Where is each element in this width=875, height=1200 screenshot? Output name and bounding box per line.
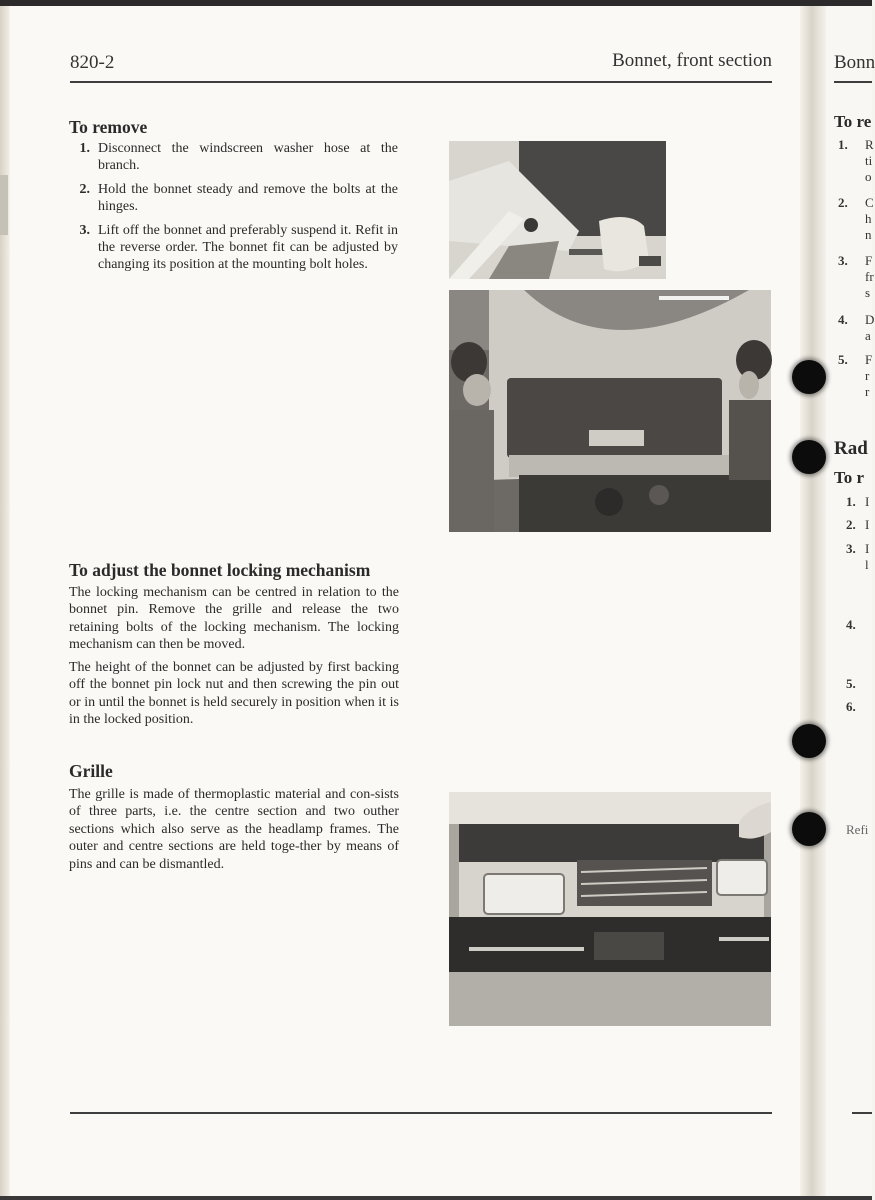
heading-to-remove: To remove [69, 117, 148, 137]
facing-heading-to-remove: To r [834, 468, 865, 487]
binder-hole [792, 724, 826, 758]
facing-running-head: Bonn [834, 52, 875, 73]
facing-step-number: 2. [838, 195, 848, 210]
step-text: Disconnect the windscreen washer hose at the branch. [98, 141, 398, 173]
page-number: 820-2 [70, 52, 115, 73]
binder-hole [792, 440, 826, 474]
facing-text-fragment: r [865, 384, 870, 399]
facing-text-fragment: D [865, 312, 875, 327]
binding-gutter [800, 6, 826, 1196]
scan-bottom-edge [0, 1196, 872, 1200]
facing-text-fragment: o [865, 169, 872, 184]
facing-step-number: 6. [846, 699, 856, 714]
facing-text-fragment: C [865, 195, 874, 210]
facing-text-fragment: a [865, 328, 871, 343]
facing-text-fragment: l [865, 557, 869, 572]
binder-hole [792, 360, 826, 394]
facing-text-fragment: R [865, 137, 874, 152]
photo-grille [449, 792, 771, 1026]
facing-heading-radiator: Rad [834, 438, 868, 459]
facing-footer-rule [852, 1112, 872, 1114]
facing-step-number: 5. [846, 676, 856, 691]
facing-text-fragment: ti [865, 153, 873, 168]
facing-text-refit: Refi [846, 822, 869, 837]
paragraph: The height of the bonnet can be adjusted by first backing off the bonnet pin lock nut and then screwing the pin out or in until the bonnet is held securely in position when it is in the locked position. [69, 660, 399, 728]
remove-steps-list [70, 140, 398, 280]
step-number: 3. [79, 223, 90, 238]
list-item [70, 222, 398, 273]
facing-text-fragment: F [865, 352, 873, 367]
heading-grille: Grille [69, 761, 113, 781]
facing-step-number: 1. [838, 137, 848, 152]
list-item [70, 140, 398, 174]
facing-text-fragment: I [865, 541, 870, 556]
facing-step-number: 3. [838, 253, 848, 268]
header-rule [70, 81, 772, 83]
facing-text-fragment: F [865, 253, 873, 268]
step-text: Hold the bonnet steady and remove the bolts at the hinges. [98, 182, 398, 214]
facing-text-fragment: n [865, 227, 872, 242]
photo-bonnet-removal [449, 290, 771, 532]
step-number: 2. [79, 182, 90, 197]
heading-locking-mechanism: To adjust the bonnet locking mechanism [69, 560, 371, 580]
facing-step-number: 5. [838, 352, 848, 367]
binder-hole [792, 812, 826, 846]
list-item [70, 181, 398, 215]
footer-rule [70, 1112, 772, 1114]
facing-step-number: 3. [846, 541, 856, 556]
facing-text-fragment: s [865, 285, 871, 300]
paragraph: The grille is made of thermoplastic material and con-sists of three parts, i.e. the centre section and two outher sections which also serve as the headlamp frames. The outer and centre sections are held toge-ther by means of pins and can be dismantled. [69, 787, 399, 872]
running-head: Bonnet, front section [612, 50, 772, 71]
facing-text-fragment: fr [865, 269, 874, 284]
facing-text-fragment: h [865, 211, 872, 226]
facing-text-fragment: I [865, 517, 870, 532]
facing-text-fragment: I [865, 494, 870, 509]
photo-hinge-bolts [449, 141, 666, 279]
facing-heading-remove: To re [834, 112, 872, 131]
page-edge-mark [0, 175, 8, 235]
facing-step-number: 4. [838, 312, 848, 327]
facing-step-number: 2. [846, 517, 856, 532]
paragraph: The locking mechanism can be centred in relation to the bonnet pin. Remove the grille and release the two retaining bolts of the locking mechanism. The locking mechanism can then be moved. [69, 585, 399, 653]
step-number: 1. [79, 141, 90, 156]
facing-text-fragment: r [865, 368, 870, 383]
facing-step-number: 1. [846, 494, 856, 509]
facing-step-number: 4. [846, 617, 856, 632]
facing-header-rule [834, 81, 872, 83]
step-text: Lift off the bonnet and preferably suspend it. Refit in the reverse order. The bonnet fit can be adjusted by changing its position at the mounting bolt holes. [98, 223, 398, 272]
